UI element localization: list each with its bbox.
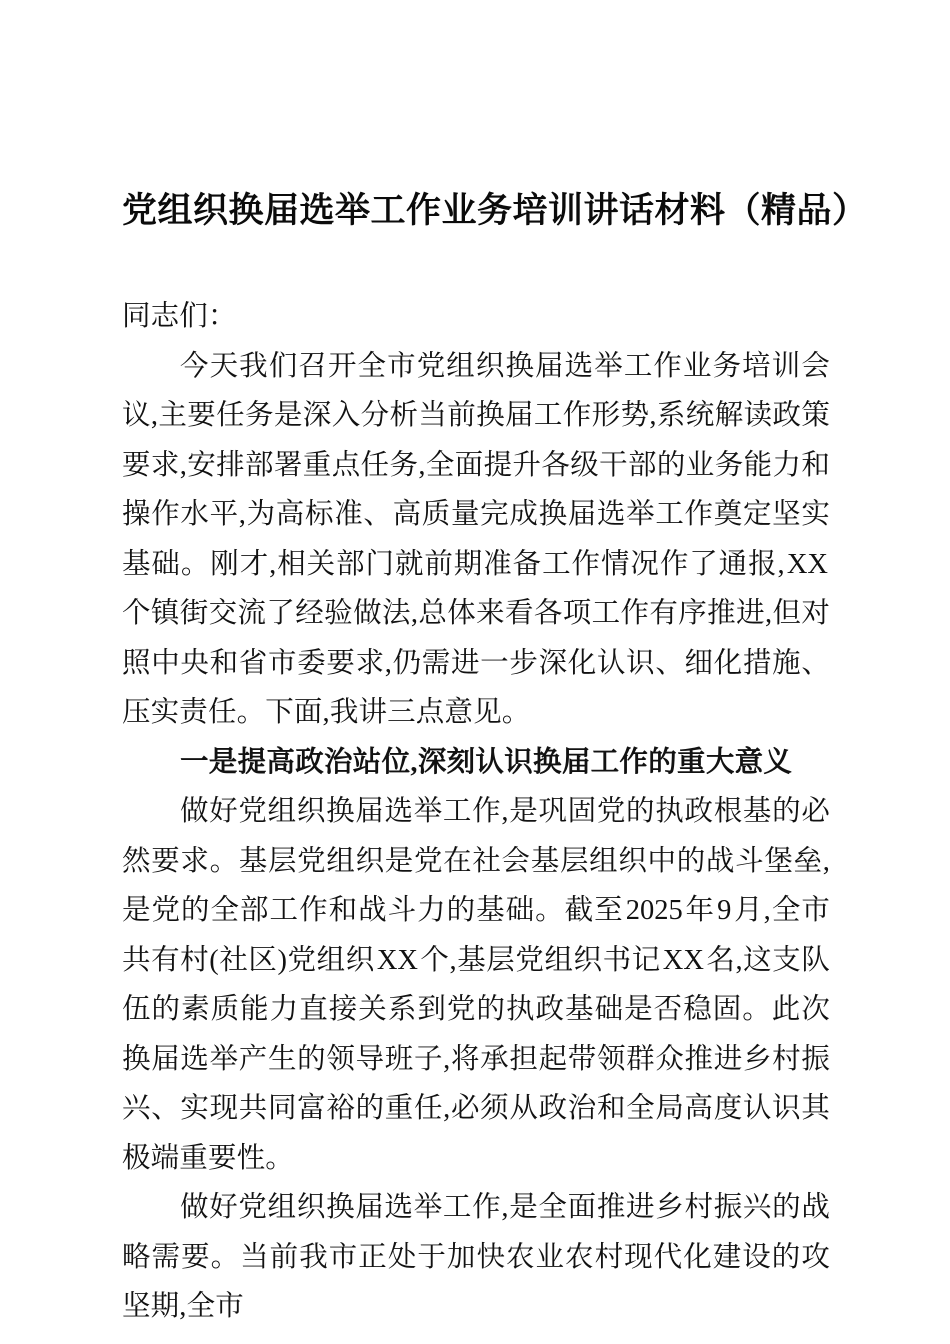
paragraph-section-one-2: 做好党组织换届选举工作,是全面推进乡村振兴的战略需要。当前我市正处于加快农业农村现代化建设的攻坚期,全市 [122, 1192, 830, 1322]
paragraph-section-one-1: 做好党组织换届选举工作,是巩固党的执政根基的必然要求。基层党组织是党在社会基层组织中的战斗堡垒,是党的全部工作和战斗力的基础。截至2025年9月,全市共有村(社区)党组织XX个,基层党组织书记XX名,这支队伍的素质能力直接关系到党的执政基础是否稳固。此次换届选举产生的领导班子,将承担起带领群众推进乡村振兴、实现共同富裕的重任,必须从政治和全局高度认识其极端重要性。 [122, 796, 830, 1174]
document-body [122, 292, 830, 1332]
salutation-line: 同志们： [122, 301, 237, 332]
section-heading-one: 一是提高政治站位,深刻认识换届工作的重大意义 [180, 746, 793, 778]
paragraph-opening: 今天我们召开全市党组织换届选举工作业务培训会议,主要任务是深入分析当前换届工作形势,系统解读政策要求,安排部署重点任务,全面提升各级干部的业务能力和操作水平,为高标准、高质量完成换届选举工作奠定坚实基础。刚才,相关部门就前期准备工作情况作了通报,XX个镇街交流了经验做法,总体来看各项工作有序推进,但对照中央和省市委要求,仍需进一步深化认识、细化措施、压实责任。下面,我讲三点意见。 [122, 350, 830, 728]
page-title: 党组织换届选举工作业务培训讲话材料（精品） [122, 191, 868, 231]
